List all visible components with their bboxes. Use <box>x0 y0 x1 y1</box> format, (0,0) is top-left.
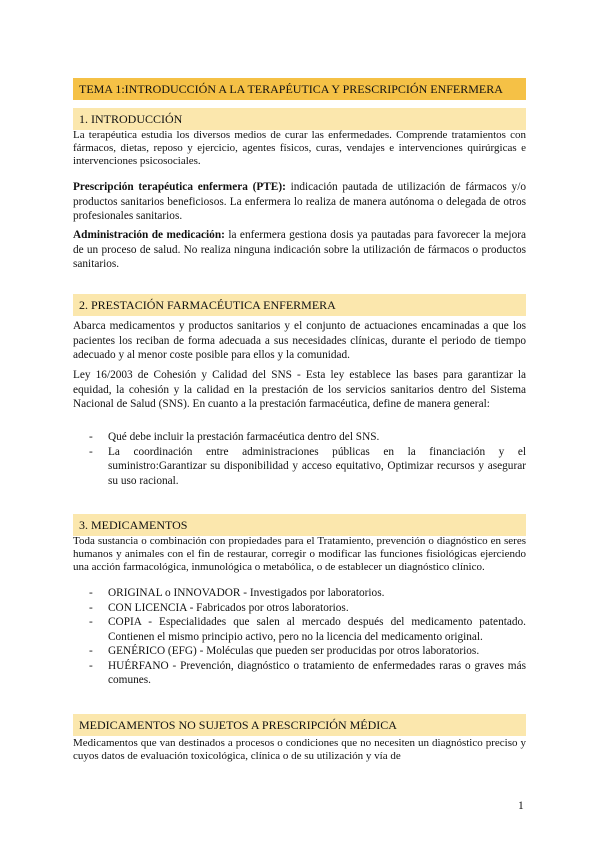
term-pte: Prescripción terapéutica enfermera (PTE): <box>73 181 286 193</box>
list-item: - HUÉRFANO - Prevención, diagnóstico o tratamiento de enfermedades raras o graves más comunes. <box>73 659 526 688</box>
paragraph-administracion <box>73 228 526 272</box>
list-tipos-medicamentos <box>73 586 526 688</box>
paragraph-terapeutica: La terapéutica estudia los diversos medios de curar las enfermedades. Comprende tratamientos con fármacos, dietas, reposo y ejercicio, agentes físicos, curas, vendajes e intervenciones quirúrgicas e intervenciones psicosociales. <box>73 129 526 167</box>
paragraph-ley: Ley 16/2003 de Cohesión y Calidad del SNS - Esta ley establece las bases para garantizar la equidad, la cohesión y la calidad en la prestación de los servicios sanitarios dentro del Sistema Nacional de Salud (SNS). En cuanto a la prestación farmacéutica, define de manera general: <box>73 369 526 410</box>
section-heading-medicamentos: 3. MEDICAMENTOS <box>73 514 526 536</box>
list-item: - La coordinación entre administraciones públicas en la financiación y el suministro:Garantizar su disponibilidad y acceso equitativo, Optimizar recursos y asegurar su uso racional. <box>73 445 526 489</box>
paragraph-pte <box>73 180 526 224</box>
list-item: - CON LICENCIA - Fabricados por otros laboratorios. <box>73 601 526 616</box>
section-heading-no-sujetos: MEDICAMENTOS NO SUJETOS A PRESCRIPCIÓN MÉDICA <box>73 714 526 736</box>
list-item: - GENÉRICO (EFG) - Moléculas que pueden ser producidas por otros laboratorios. <box>73 644 526 659</box>
paragraph-no-sujetos: Medicamentos que van destinados a procesos o condiciones que no necesiten un diagnóstico preciso y cuyos datos de evaluación toxicológica, clínica o de su utilización y vía de <box>73 737 526 762</box>
document-title: TEMA 1:INTRODUCCIÓN A LA TERAPÉUTICA Y PRESCRIPCIÓN ENFERMERA <box>73 78 526 100</box>
paragraph-prestacion: Abarca medicamentos y productos sanitarios y el conjunto de actuaciones encaminadas a que los pacientes los reciban de forma adecuada a sus necesidades clínicas, durante el periodo de tiempo adecuado y al menor coste posible para ellos y la comunidad. <box>73 320 526 361</box>
list-item: - ORIGINAL o INNOVADOR - Investigados por laboratorios. <box>73 586 526 601</box>
list-item: - Qué debe incluir la prestación farmacéutica dentro del SNS. <box>73 430 526 445</box>
term-administracion: Administración de medicación: <box>73 229 225 241</box>
page-number: 1 <box>518 800 524 812</box>
list-item: - COPIA - Especialidades que salen al mercado después del medicamento patentado. Contienen el mismo principio activo, pero no la licencia del medicamento original. <box>73 615 526 644</box>
definition-pte: indicación pautada de utilización de fármacos y/o productos sanitarios beneficiosos. La enfermera lo realiza de manera autónoma o delegada de otros profesionales sanitarios. <box>73 181 526 222</box>
paragraph-medicamento: Toda sustancia o combinación con propiedades para el Tratamiento, prevención o diagnóstico en seres humanos y animales con el fin de restaurar, corregir o modificar las funciones fisiológicas ejerciendo una acción farmacológica, inmunológica o metabólica, o de establecer un diagnóstico clínico. <box>73 535 526 573</box>
definition-administracion: la enfermera gestiona dosis ya pautadas para favorecer la mejora de un proceso de salud. No realiza ninguna indicación sobre la utilización de fármacos o productos sanitarios. <box>73 229 526 270</box>
section-heading-prestacion: 2. PRESTACIÓN FARMACÉUTICA ENFERMERA <box>73 294 526 316</box>
list-prestacion <box>73 430 526 488</box>
section-heading-introduccion: 1. INTRODUCCIÓN <box>73 108 526 130</box>
